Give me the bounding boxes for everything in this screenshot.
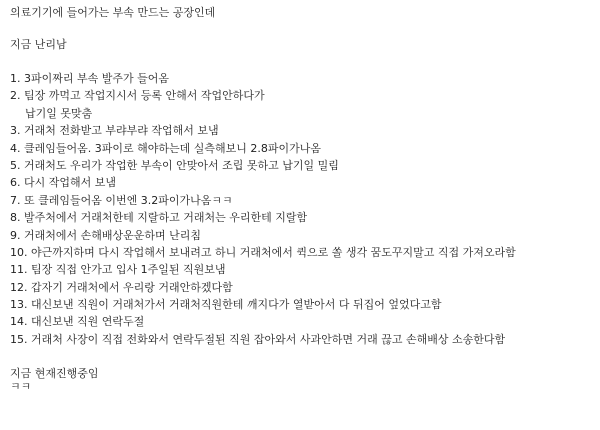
subtitle-text: 지금 난리남 [10,38,67,51]
list-item: 8. 발주처에서 거래처한테 지랄하고 거래처는 우리한테 지랄함 [10,211,308,225]
list-item: 12. 갑자기 거래처에서 우리랑 거래안하겠다함 [10,280,233,294]
list-item: 6. 다시 작업해서 보냄 [10,176,116,190]
list-item: 15. 거래처 사장이 직접 전화와서 연락두절된 직원 잡아와서 사과안하면 거래 끊고 손해배상 소송한다함 [10,332,506,346]
spacer [10,348,594,367]
list-item: 5. 거래처도 우리가 작업한 부속이 안맞아서 조립 못하고 납기일 밀림 [10,158,339,172]
ending-text: ㅋㅋ [10,380,32,394]
list-item: 11. 팀장 직접 안가고 입사 1주일된 직원보냄 [10,263,226,277]
post-body [10,6,594,393]
list-item: 1. 3파이짜리 부속 발주가 들어옴 [10,72,169,85]
intro-text: 의료기기에 들어가는 부속 만드는 공장인데 [10,6,216,19]
status-text: 지금 현재진행중임 [10,367,99,381]
list-item-continuation: 납기일 못맞춤 [25,106,93,120]
spacer [10,19,594,38]
list-item: 3. 거래처 전화받고 부랴부랴 작업해서 보냄 [10,124,219,138]
list-item: 7. 또 클레임들어옴 이번엔 3.2파이가나옴ㅋㅋ [10,193,233,207]
list-item: 14. 대신보낸 직원 연락두절 [10,315,145,329]
list-item: 9. 거래처에서 손해배상운운하며 난리침 [10,228,201,242]
list-item: 13. 대신보낸 직원이 거래처가서 거래처직원한테 깨지다가 열받아서 다 뒤집어 엎었다고함 [10,298,442,312]
spacer [10,51,594,70]
list-item: 2. 팀장 까먹고 작업지시서 등록 안해서 작업안하다가 [10,89,265,103]
incident-list [10,70,594,348]
list-item: 10. 야근까지하며 다시 작업해서 보내려고 하니 거래처에서 퀵으로 쏠 생각 꿈도꾸지말고 직접 가져오라함 [10,245,516,259]
list-item: 4. 클레임들어옴. 3파이로 해야하는데 실측해보니 2.8파이가나옴 [10,141,321,155]
